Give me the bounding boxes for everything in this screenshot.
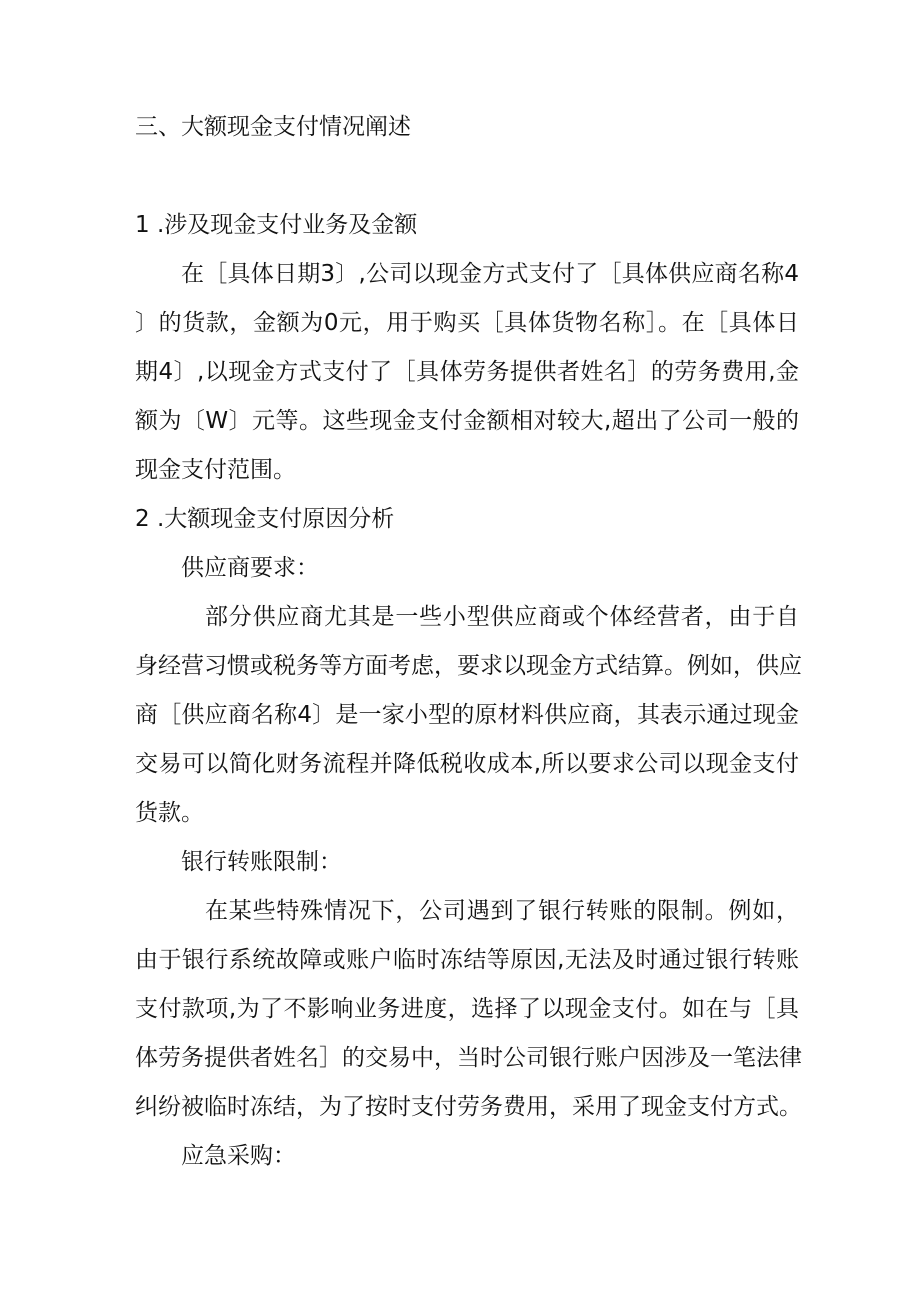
paragraph-line: 部分供应商尤其是一些小型供应商或个体经营者，由于自 [205,604,799,630]
paragraph-line: 由于银行系统故障或账户临时冻结等原因,无法及时通过银行转账 [135,947,799,973]
paragraph-line: 货款。 [135,800,204,826]
reason-label: 银行转账限制： [181,849,342,875]
paragraph-line: 期4〕,以现金方式支付了［具体劳务提供者姓名］的劳务费用,金 [135,359,799,385]
paragraph-line: 现金支付范围。 [135,457,296,483]
paragraph-line: 商［供应商名称4〕是一家小型的原材料供应商，其表示通过现金 [135,702,799,728]
paragraph-line: 在［具体日期3〕,公司以现金方式支付了［具体供应商名称4 [181,261,799,287]
reason-label: 应急采购： [181,1143,296,1169]
subsection-heading-2: 2 .大额现金支付原因分析 [135,506,395,532]
paragraph-line: 支付款项,为了不影响业务进度，选择了以现金支付。如在与［具 [135,996,799,1022]
paragraph-line: 额为〔W〕元等。这些现金支付金额相对较大,超出了公司一般的 [135,408,799,434]
paragraph-line: 交易可以简化财务流程并降低税收成本,所以要求公司以现金支付 [135,751,799,777]
subsection-heading-1: 1 .涉及现金支付业务及金额 [135,212,418,238]
paragraph-line: 在某些特殊情况下，公司遇到了银行转账的限制。例如， [205,898,799,924]
paragraph-line: 纠纷被临时冻结，为了按时支付劳务费用，采用了现金支付方式。 [135,1094,802,1120]
paragraph-line: 体劳务提供者姓名］的交易中，当时公司银行账户因涉及一笔法律 [135,1045,802,1071]
reason-label: 供应商要求： [181,555,319,581]
paragraph-line: 身经营习惯或税务等方面考虑，要求以现金方式结算。例如，供应 [135,653,802,679]
section-heading: 三、大额现金支付情况阐述 [135,114,411,140]
paragraph-line: 〕的货款，金额为0元，用于购买［具体货物名称］。在［具体日 [135,310,799,336]
